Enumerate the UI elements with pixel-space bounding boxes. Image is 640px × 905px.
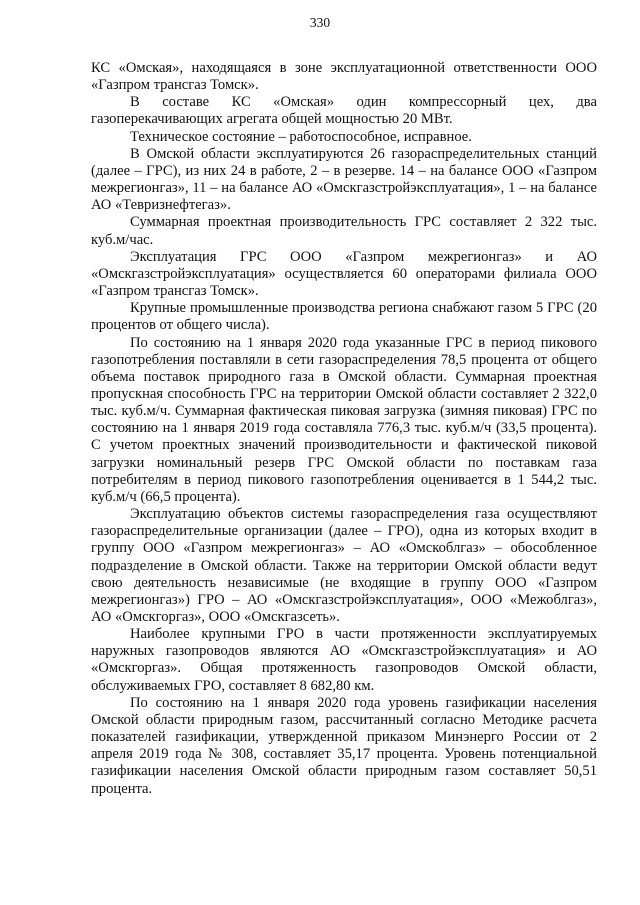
paragraph-industrial-grs: Крупные промышленные производства региона снабжают газом 5 ГРС (20 процентов от общего числа).	[91, 300, 597, 334]
paragraph-grs-count: В Омской области эксплуатируются 26 газораспределительных станций (далее – ГРС), из них 24 в работе, 2 – в резерве. 14 – на балансе ООО «Газпром межрегионгаз», 11 – на балансе АО «Омскгазстройэксплуатация», 1 – на балансе АО «Тевризнефтегаз».	[91, 145, 597, 214]
document-body	[91, 60, 597, 798]
paragraph-pipeline-length: Наиболее крупными ГРО в части протяженности эксплуатируемых наружных газопроводов являются АО «Омскгазстройэксплуатация» и АО «Омскгоргаз». Общая протяженность газопроводов Омской области, обслуживаемых ГРО, составляет 8 682,80 км.	[91, 626, 597, 694]
paragraph-gro-operators: Эксплуатацию объектов системы газораспределения газа осуществляют газораспределительные организации (далее – ГРО), одна из которых входит в группу ООО «Газпром межрегионгаз» – АО «Омскоблгаз» – обособленное подразделение в Омской области. Также на территории Омской области ведут свою деятельность независимые (не входящие в группу ООО «Газпром межрегионгаз») ГРО – АО «Омскгазстройэксплуатация», ООО «Межоблгаз», АО «Омскгоргаз», ООО «Омскгазсеть».	[91, 506, 597, 625]
page-number: 330	[309, 15, 331, 30]
paragraph-ks-omskaya-zone: КС «Омская», находящаяся в зоне эксплуатационной ответственности ООО «Газпром трансгаз Томск».	[91, 60, 597, 94]
paragraph-grs-operation: Эксплуатация ГРС ООО «Газпром межрегионгаз» и АО «Омскгазстройэксплуатация» осуществляется 60 операторами филиала ООО «Газпром трансгаз Томск».	[91, 248, 597, 300]
paragraph-technical-state: Техническое состояние – работоспособное, исправное.	[130, 128, 472, 145]
paragraph-ks-composition: В составе КС «Омская» один компрессорный цех, два газоперекачивающих агрегата общей мощностью 20 МВт.	[91, 94, 597, 128]
paragraph-peak-consumption: По состоянию на 1 января 2020 года указанные ГРС в период пикового газопотребления поставляли в сети газораспределения 78,5 процента от общего объема поставок природного газа в Омской области. Суммарная проектная пропускная способность ГРС на территории Омской области составляет 2 322,0 тыс. куб.м/ч. Суммарная фактическая пиковая загрузка (зимняя пиковая) ГРС по состоянию на 1 января 2019 года составляла 776,3 тыс. куб.м/ч (33,5 процента). С учетом проектных значений производительности и фактической пиковой загрузки номинальный резерв ГРС Омской области по поставкам газа потребителям в период пикового газопотребления оценивается в 1 544,2 тыс. куб.м/ч (66,5 процента).	[91, 334, 597, 505]
paragraph-gasification-level: По состоянию на 1 января 2020 года уровень газификации населения Омской области природным газом, рассчитанный согласно Методике расчета показателей газификации, утвержденной приказом Минэнерго России от 2 апреля 2019 года № 308, составляет 35,17 процента. Уровень потенциальной газификации населения Омской области природным газом составляет 50,51 процента.	[91, 694, 597, 797]
paragraph-grs-capacity: Суммарная проектная производительность ГРС составляет 2 322 тыс. куб.м/час.	[91, 214, 597, 248]
